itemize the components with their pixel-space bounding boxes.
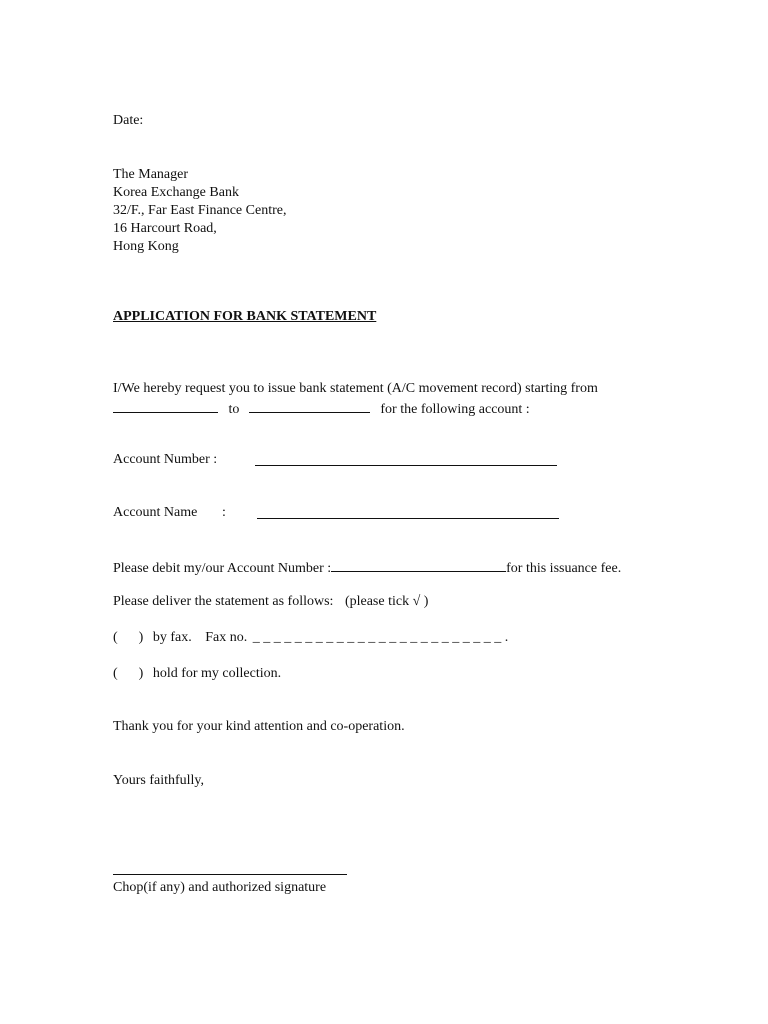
deliver-row (113, 593, 428, 611)
tick-note: (please tick √ ) (344, 594, 429, 609)
debit-suffix: for this issuance fee. (506, 561, 622, 576)
for-account-label: for the following account : (380, 402, 530, 417)
recipient-line: The Manager (113, 167, 189, 182)
to-label: to (228, 402, 240, 417)
request-date-range (113, 398, 530, 419)
account-name-row (257, 504, 559, 525)
debit-account-field[interactable] (331, 557, 506, 572)
fax-tick-box[interactable]: ( ) (113, 630, 144, 645)
request-text: I/We hereby request you to issue bank statement (A/C movement record) starting from (113, 381, 598, 396)
collection-option-row (113, 665, 281, 683)
signature-field[interactable] (113, 874, 347, 875)
date-label: Date: (113, 113, 144, 128)
deliver-text: Please deliver the statement as follows: (113, 594, 334, 609)
thanks-text: Thank you for your kind attention and co-operation. (113, 719, 405, 734)
account-number-field[interactable] (255, 451, 557, 466)
recipient-line: Hong Kong (113, 239, 179, 254)
debit-prefix: Please debit my/our Account Number : (113, 561, 332, 576)
recipient-line: Korea Exchange Bank (113, 185, 239, 200)
closing-text: Yours faithfully, (113, 773, 205, 788)
account-name-label: Account Name (113, 505, 198, 520)
start-date-field[interactable] (113, 398, 218, 413)
collection-option-label: hold for my collection. (152, 666, 282, 681)
account-number-row (255, 451, 557, 472)
recipient-line: 32/F., Far East Finance Centre, (113, 203, 287, 218)
recipient-line: 16 Harcourt Road, (113, 221, 217, 236)
collection-tick-box[interactable]: ( ) (113, 666, 144, 681)
document-title: APPLICATION FOR BANK STATEMENT (113, 309, 377, 324)
fax-option-row (113, 629, 508, 647)
fax-number-label: Fax no. (205, 630, 248, 645)
debit-row (113, 557, 621, 578)
fax-option-label: by fax. (152, 630, 192, 645)
account-name-field[interactable] (257, 504, 559, 519)
account-name-colon: : (222, 505, 226, 520)
signature-caption: Chop(if any) and authorized signature (113, 880, 327, 895)
end-date-field[interactable] (249, 398, 370, 413)
account-number-label: Account Number : (113, 452, 218, 467)
fax-number-field[interactable]: _ _ _ _ _ _ _ _ _ _ _ _ _ _ _ _ _ _ _ _ _ _ _ _ . (252, 630, 509, 645)
